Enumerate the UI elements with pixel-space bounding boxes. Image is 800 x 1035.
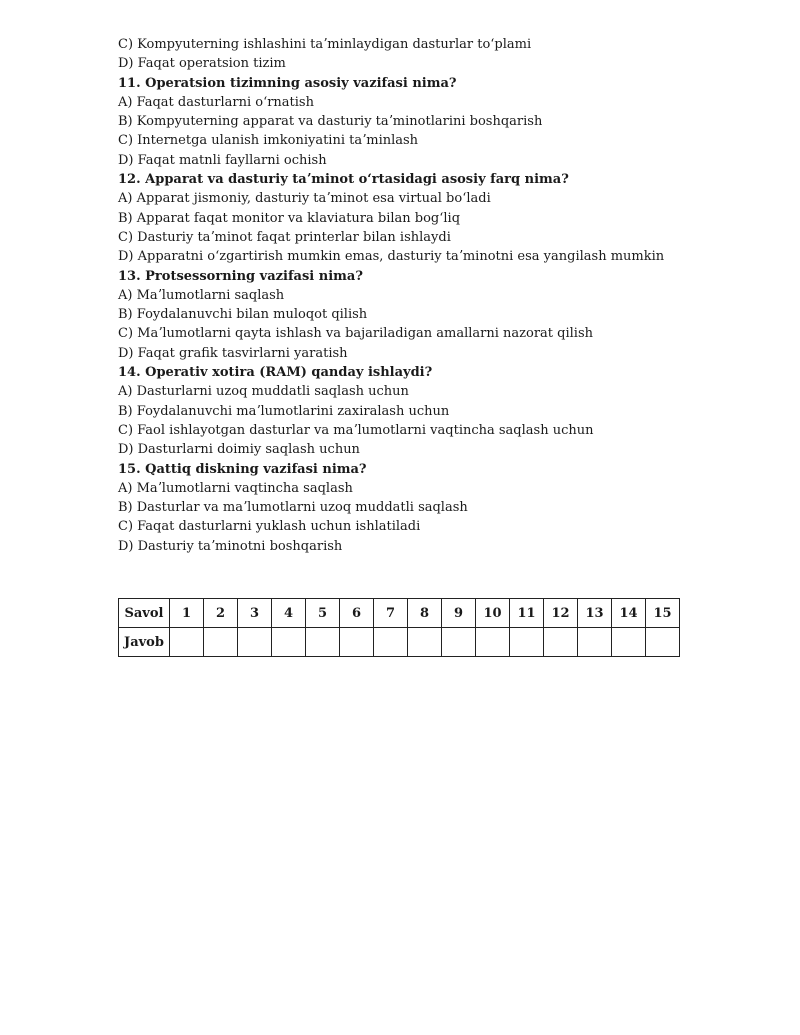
answer-cell[interactable] — [476, 628, 510, 657]
question-text-block — [118, 35, 718, 556]
javob-header: Javob — [119, 628, 170, 657]
question-heading: 15. Qattiq diskning vazifasi nima? — [118, 461, 367, 477]
answer-cell[interactable] — [170, 628, 204, 657]
question-number-cell: 14 — [612, 599, 646, 628]
question-heading: 12. Apparat va dasturiy taʼminot oʻrtasidagi asosiy farq nima? — [118, 172, 569, 188]
question-number-cell: 15 — [646, 599, 680, 628]
answer-cell[interactable] — [306, 628, 340, 657]
answer-option: B) Foydalanuvchi bilan muloqot qilish — [118, 307, 368, 323]
answer-option: C) Maʼlumotlarni qayta ishlash va bajariladigan amallarni nazorat qilish — [118, 326, 593, 342]
answer-option: D) Apparatni oʻzgartirish mumkin emas, dasturiy taʼminotni esa yangilash mumkin — [118, 249, 665, 265]
answer-option: C) Kompyuterning ishlashini taʼminlaydigan dasturlar toʻplami — [118, 37, 532, 52]
question-number-cell: 9 — [442, 599, 476, 628]
question-heading: 14. Operativ xotira (RAM) qanday ishlaydi? — [118, 365, 433, 381]
answer-cell[interactable] — [578, 628, 612, 657]
answer-option: C) Faol ishlayotgan dasturlar va maʼlumotlarni vaqtincha saqlash uchun — [118, 422, 594, 438]
answer-option: D) Faqat operatsion tizim — [118, 56, 286, 72]
answer-row — [119, 628, 680, 657]
answer-option: A) Dasturlarni uzoq muddatli saqlash uchun — [118, 384, 409, 400]
answer-option: C) Dasturiy taʼminot faqat printerlar bilan ishlaydi — [118, 229, 451, 245]
answer-cell[interactable] — [442, 628, 476, 657]
answer-option: D) Dasturiy taʼminotni boshqarish — [118, 538, 343, 554]
answer-option: D) Faqat matnli fayllarni ochish — [118, 152, 327, 168]
answer-cell[interactable] — [646, 628, 680, 657]
answer-table — [118, 598, 680, 657]
question-number-cell: 11 — [510, 599, 544, 628]
answer-option: C) Faqat dasturlarni yuklash uchun ishlatiladi — [118, 519, 421, 535]
question-number-cell: 8 — [408, 599, 442, 628]
answer-cell[interactable] — [238, 628, 272, 657]
answer-cell[interactable] — [510, 628, 544, 657]
answer-cell[interactable] — [612, 628, 646, 657]
question-number-cell: 1 — [170, 599, 204, 628]
question-number-cell: 10 — [476, 599, 510, 628]
answer-option: C) Internetga ulanish imkoniyatini taʼminlash — [118, 133, 419, 149]
question-heading: 13. Protsessorning vazifasi nima? — [118, 268, 363, 284]
answer-cell[interactable] — [340, 628, 374, 657]
question-number-cell: 3 — [238, 599, 272, 628]
question-heading: 11. Operatsion tizimning asosiy vazifasi nima? — [118, 75, 457, 91]
answer-option: A) Apparat jismoniy, dasturiy taʼminot esa virtual boʻladi — [118, 191, 491, 207]
question-number-cell: 5 — [306, 599, 340, 628]
answer-option: B) Foydalanuvchi maʼlumotlarini zaxiralash uchun — [118, 403, 450, 419]
answer-option: B) Dasturlar va maʼlumotlarni uzoq muddatli saqlash — [118, 500, 468, 516]
answer-option: D) Faqat grafik tasvirlarni yaratish — [118, 345, 348, 361]
answer-cell[interactable] — [544, 628, 578, 657]
question-number-cell: 7 — [374, 599, 408, 628]
answer-option: B) Kompyuterning apparat va dasturiy taʼminotlarini boshqarish — [118, 114, 543, 130]
question-number-cell: 4 — [272, 599, 306, 628]
question-number-cell: 12 — [544, 599, 578, 628]
answer-option: D) Dasturlarni doimiy saqlash uchun — [118, 442, 360, 458]
answer-cell[interactable] — [272, 628, 306, 657]
answer-option: A) Maʼlumotlarni vaqtincha saqlash — [118, 480, 353, 496]
answer-option: A) Faqat dasturlarni oʻrnatish — [118, 94, 314, 110]
question-number-cell: 2 — [204, 599, 238, 628]
answer-cell[interactable] — [204, 628, 238, 657]
answer-option: A) Maʼlumotlarni saqlash — [118, 287, 285, 303]
question-number-cell: 13 — [578, 599, 612, 628]
answer-cell[interactable] — [374, 628, 408, 657]
answer-cell[interactable] — [408, 628, 442, 657]
savol-header: Savol — [119, 599, 170, 628]
question-number-row — [119, 599, 680, 628]
answer-option: B) Apparat faqat monitor va klaviatura bilan bogʻliq — [118, 210, 461, 226]
question-number-cell: 6 — [340, 599, 374, 628]
